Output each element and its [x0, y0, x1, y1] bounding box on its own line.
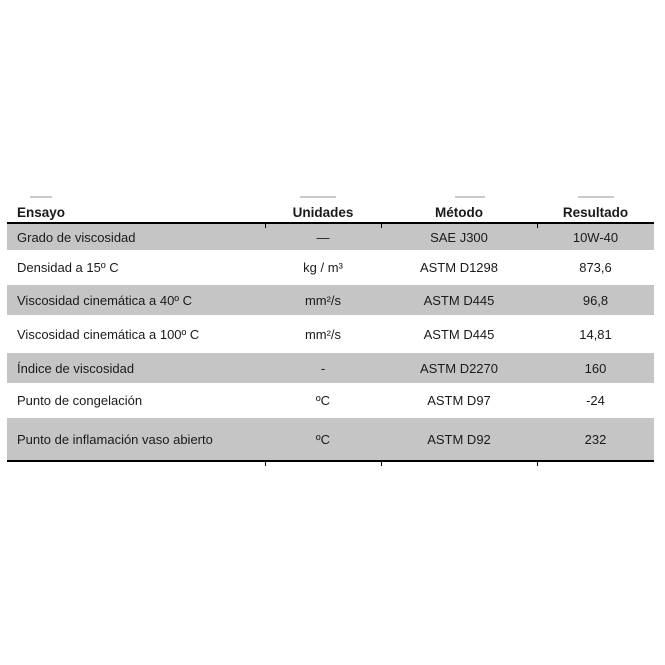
- header-rule: [7, 222, 654, 224]
- cell-ensayo: Densidad a 15º C: [17, 260, 119, 275]
- cell-resultado: 873,6: [579, 260, 612, 275]
- table-row: [7, 315, 654, 353]
- column-tick: [537, 224, 538, 228]
- cell-ensayo: Índice de viscosidad: [17, 360, 135, 376]
- cell-metodo: ASTM D445: [423, 292, 495, 308]
- cell-metodo: ASTM D445: [423, 326, 495, 342]
- scan-artifact-dash: [455, 196, 485, 198]
- scan-artifact-dash: [300, 196, 336, 198]
- column-header-metodo: Método: [435, 204, 483, 220]
- table-row: [7, 383, 654, 418]
- cell-resultado: 232: [584, 431, 607, 447]
- oil-properties-table: [7, 202, 654, 462]
- cell-ensayo: Punto de congelación: [17, 393, 143, 408]
- cell-unidades: mm²/s: [304, 292, 342, 308]
- cell-resultado: 96,8: [582, 292, 609, 308]
- table-row: [7, 418, 654, 460]
- cell-resultado: 160: [584, 360, 607, 376]
- cell-resultado: 14,81: [579, 326, 612, 342]
- cell-ensayo: Viscosidad cinemática a 100º C: [17, 326, 200, 342]
- cell-metodo: ASTM D2270: [419, 360, 499, 376]
- bottom-rule: [7, 460, 654, 462]
- cell-ensayo: Viscosidad cinemática a 40º C: [17, 292, 193, 308]
- cell-unidades: ºC: [315, 393, 331, 408]
- cell-unidades: mm²/s: [304, 326, 342, 342]
- cell-metodo: ASTM D1298: [419, 260, 499, 275]
- scan-artifact-dash: [30, 196, 52, 198]
- table-row: [7, 224, 654, 250]
- table-row: [7, 250, 654, 285]
- cell-ensayo: Punto de inflamación vaso abierto: [17, 431, 213, 447]
- column-header-resultado: Resultado: [562, 204, 629, 220]
- column-tick: [381, 462, 382, 466]
- column-tick: [537, 462, 538, 466]
- column-tick: [381, 224, 382, 228]
- cell-resultado: 10W-40: [572, 229, 619, 245]
- cell-metodo: SAE J300: [430, 229, 488, 245]
- cell-metodo: ASTM D92: [427, 431, 491, 447]
- cell-unidades: —: [316, 229, 330, 245]
- table-row: [7, 285, 654, 315]
- column-header-ensayo: Ensayo: [17, 204, 66, 220]
- column-tick: [265, 224, 266, 228]
- cell-unidades: kg / m³: [303, 260, 343, 275]
- cell-unidades: ºC: [315, 431, 331, 447]
- column-tick: [265, 462, 266, 466]
- table-row: [7, 353, 654, 383]
- cell-unidades: -: [320, 360, 326, 376]
- cell-resultado: -24: [586, 393, 605, 408]
- cell-ensayo: Grado de viscosidad: [17, 229, 136, 245]
- scan-artifact-dash: [578, 196, 614, 198]
- table-header-row: [7, 202, 654, 222]
- column-header-unidades: Unidades: [292, 204, 354, 220]
- cell-metodo: ASTM D97: [427, 393, 491, 408]
